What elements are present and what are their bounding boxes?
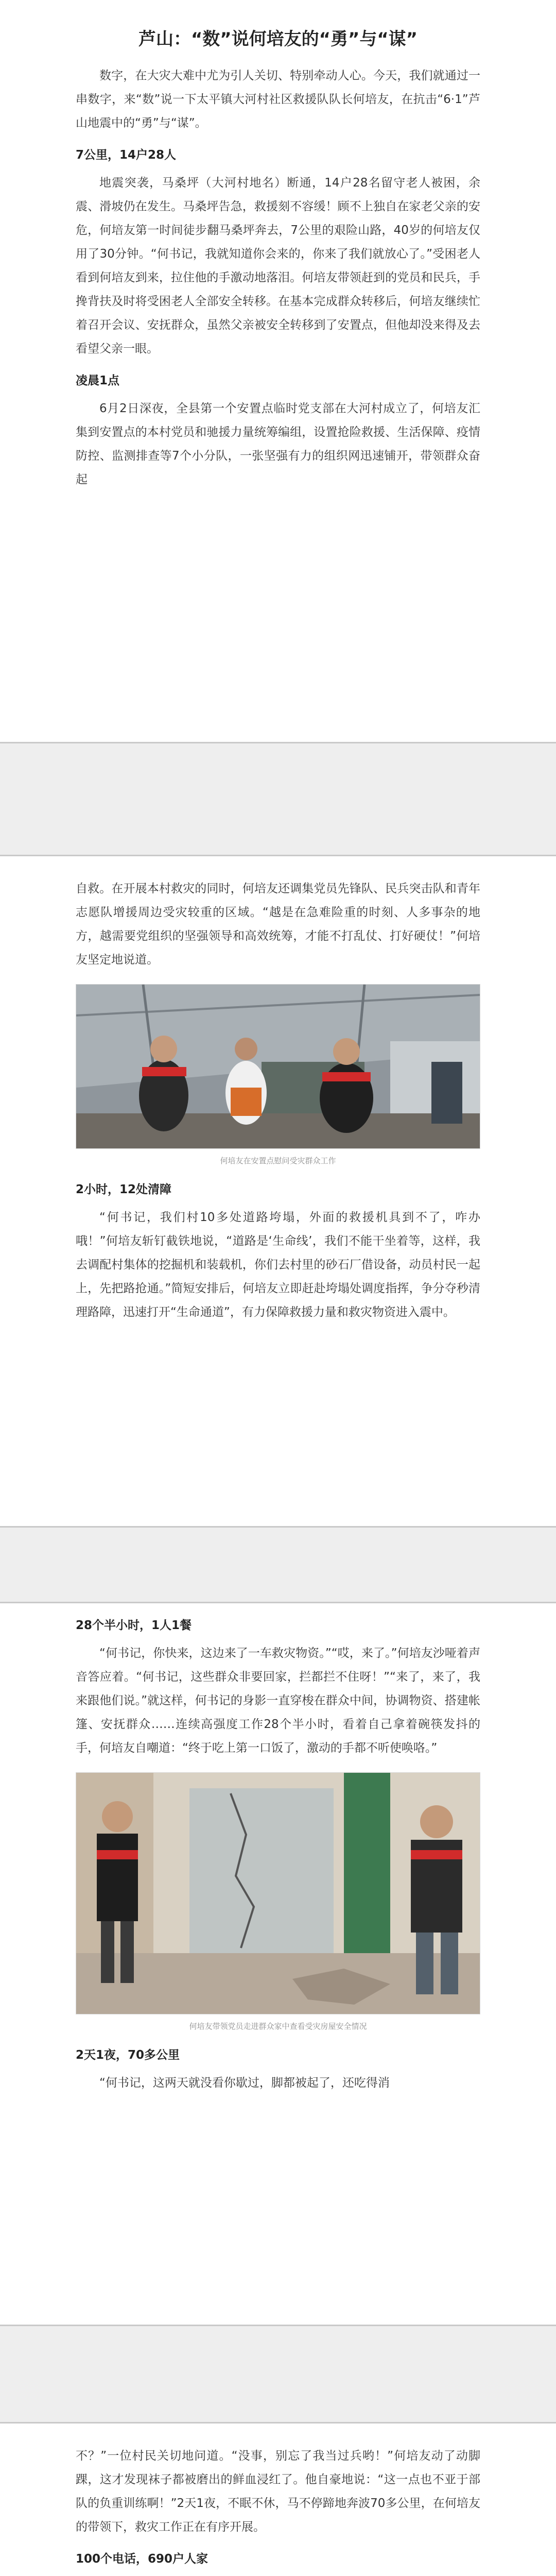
- section-heading-5: 2天1夜，70多公里: [76, 2048, 180, 2062]
- section-heading-2: 凌晨1点: [76, 374, 120, 387]
- section-2-paragraph-part1: 6月2日深夜，全县第一个安置点临时党支部在大河村成立了，何培友汇集到安置点的本村党员和驰援力量统筹编组，设置抢险救援、生活保障、疫情防控、监测排查等7个小分队，一张坚强有力的组织网迅速铺开，带领群众奋起: [76, 402, 480, 486]
- article-title: 芦山：“数”说何培友的“勇”与“谋”: [138, 29, 418, 49]
- page-gap-3: [0, 2325, 556, 2424]
- document-page-1: [0, 0, 556, 742]
- section-heading-1: 7公里，14户28人: [76, 148, 177, 162]
- section-heading-6: 100个电话，690户人家: [76, 2552, 208, 2566]
- section-heading-3: 2小时，12处清障: [76, 1183, 172, 1196]
- section-heading-4: 28个半小时，1人1餐: [76, 1619, 192, 1632]
- document-page-4: [0, 2424, 556, 2576]
- section-5-paragraph-part1: “何书记，这两天就没看你歇过，脚都被起了，还吃得消: [99, 2076, 390, 2090]
- intro-paragraph: 数字，在大灾大难中尤为引人关切、特别牵动人心。今天，我们就通过一串数字，来“数”说一下太平镇大河村社区救援队队长何培友，在抗击“6·1”芦山地震中的“勇”与“谋”。: [76, 69, 480, 130]
- document-page-2: [0, 856, 556, 1526]
- tent-scene-illustration: [76, 985, 480, 1149]
- damaged-house-illustration: [76, 1773, 480, 2014]
- page-gap-2: [0, 1526, 556, 1603]
- photo-caption-1: 何培友在安置点慰问受灾群众工作: [220, 1156, 336, 1165]
- section-5-paragraph-part2: 不？”一位村民关切地问道。“没事，别忘了我当过兵哟！”何培友动了动脚踝，这才发现袜子都被磨出的鲜血浸红了。他自豪地说：“这一点也不亚于部队的负重训练啊！”2天1夜，不眠不休，马不停蹄地奔波70多公里，在何培友的带领下，救灾工作正在有序开展。: [76, 2449, 480, 2534]
- photo-settlement-visit: [76, 984, 480, 1149]
- page-gap-1: [0, 742, 556, 856]
- document-page-3: [0, 1603, 556, 2325]
- section-4-paragraph: “何书记，你快来，这边来了一车救灾物资。”“哎，来了。”何培友沙哑着声音答应着。“何书记，这些群众非要回家，拦都拦不住呀！”“来了，来了，我来跟他们说。”就这样，何书记的身影一直穿梭在群众中间，协调物资、搭建帐篷、安抚群众……连续高强度工作28个半小时，看着自己拿着碗筷发抖的手，何培友自嘲道：“终于吃上第一口饭了，激动的手都不听使唤咯。”: [76, 1647, 480, 1755]
- section-2-paragraph-part2: 自救。在开展本村救灾的同时，何培友还调集党员先锋队、民兵突击队和青年志愿队增援周边受灾较重的区域。“越是在急难险重的时刻、人多事杂的地方，越需要党组织的坚强领导和高效统筹，才能不打乱仗、打好硬仗！”何培友坚定地说道。: [76, 882, 480, 967]
- section-3-paragraph: “何书记，我们村10多处道路垮塌，外面的救援机具到不了，咋办哦！”何培友斩钉截铁地说，“道路是‘生命线’，我们不能干坐着等，这样，我去调配村集体的挖掘机和装载机，你们去村里的砂石厂借设备，动员村民一起上，先把路抢通。”简短安排后，何培友立即赶赴垮塌处调度指挥，争分夺秒清理路障，迅速打开“生命通道”，有力保障救援力量和救灾物资进入震中。: [76, 1211, 480, 1319]
- photo-caption-2: 何培友带领党员走进群众家中查看受灾房屋安全情况: [189, 2022, 367, 2031]
- section-1-paragraph: 地震突袭，马桑坪（大河村地名）断通，14户28名留守老人被困，余震、滑坡仍在发生。马桑坪告急，救援刻不容缓！顾不上独自在家老父亲的安危，何培友第一时间徒步翻马桑坪奔去，7公里的艰险山路，40岁的何培友仅用了30分钟。“何书记，我就知道你会来的，你来了我们就放心了。”受困老人看到何培友到来，拉住他的手激动地落泪。何培友带领赶到的党员和民兵，手搀背扶及时将受困老人全部安全转移。在基本完成群众转移后，何培友继续忙着召开会议、安抚群众，虽然父亲被安全转移到了安置点，但他却没来得及去看望父亲一眼。: [76, 176, 480, 355]
- photo-house-inspection: [76, 1772, 480, 2014]
